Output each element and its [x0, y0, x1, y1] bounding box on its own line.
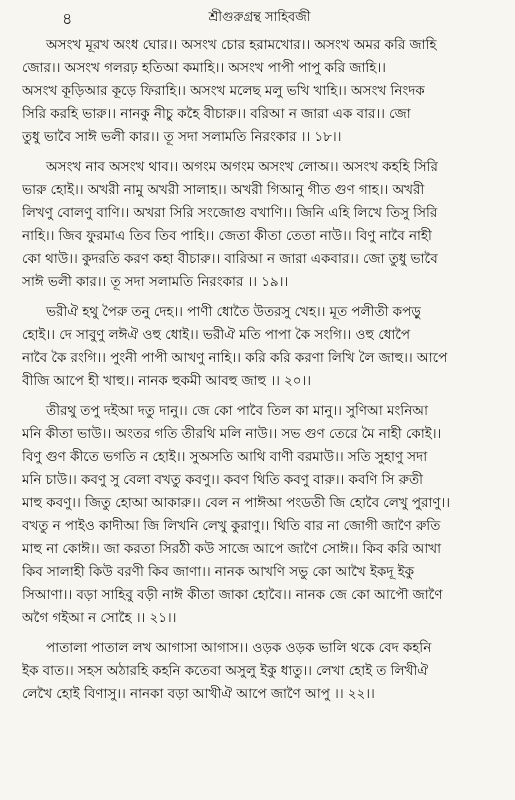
- text-line: সাঈ ভলী কার।। তূ সদা সলামতি নিরংকার ।। ১৯।।: [22, 274, 289, 290]
- text-line: হোই।। দে সাবুণু লঈঐ ওহু ধোই।। ভরীঐ মতি পাপা কৈ সংগি।। ওহু ধোপৈ: [22, 327, 411, 343]
- text-line: সিরি করহি ভারু।। নানকু নীচু কহৈ বীচারু।। বরিআ ন জারা এক বার।। জো: [22, 106, 411, 122]
- text-line: মনি চাউ।। কবণু সু বেলা বখতু কবণু।। কবণ থিতি কবণু বারু।। কবণি সি রুতী: [22, 472, 423, 488]
- text-line: তীরথু তপু দইআ দতু দানু।। জে কো পাবৈ তিল কা মানু।। সুণিআ মংনিআ: [46, 403, 428, 419]
- text-line: অগৈ গইআ ন সোহৈ ।। ২১।।: [22, 610, 177, 626]
- stanza-5: [22, 637, 497, 706]
- body-text: [22, 34, 497, 706]
- text-line: তুধু ভাবৈ সাঈ ভলী কার।। তূ সদা সলামতি নিরংকার ।। ১৮।।: [22, 129, 342, 145]
- text-line: অসংখ কূড়িআর কূড়ে ফিরাহি।। অসংখ মলেছ মলু ভখি খাহি।। অসংখ নিংদক: [22, 83, 425, 99]
- stanza-3: [22, 301, 497, 393]
- text-line: পাতালা পাতাল লখ আগাসা আগাস।। ওড়ক ওড়ক ভালি থকে বেদ কহনি: [46, 640, 432, 656]
- text-line: নাহি।। জিব ফুরমাএ তিব তিব পাহি।। জেতা কীতা তেতা নাউ।। বিণু নাবৈ নাহী: [22, 228, 432, 244]
- stanza-4: [22, 400, 497, 630]
- text-line: বিণু গুণ কীতে ভগতি ন হোই।। সুঅসতি আথি বাণী বরমাউ।। সতি সুহাণু সদা: [22, 449, 428, 465]
- text-line: লেখৈ হোই বিণাসু।। নানকা বড়া আখীঐ আপে জাণৈ আপু ।। ২২।।: [22, 686, 375, 702]
- page-number: ৪: [62, 9, 73, 28]
- text-line: মনি কীতা ভাউ।। অংতর গতি তীরথি মলি নাউ।। সভ গুণ তেরে মৈ নাহী কোই।।: [22, 426, 442, 442]
- text-line: মাহু না কোঈ।। জা করতা সিরঠী কউ সাজে আপে জাণৈ সোঈ।। কিব করি আখা: [22, 541, 442, 557]
- text-line: বখতু ন পাইও কাদীআ জি লিখনি লেখু কুরাণু।। থিতি বার না জোগী জাণৈ রুতি: [22, 518, 441, 534]
- text-line: অসংখ নাব অসংখ থাব।। অগংম অগংম অসংখ লোঅ।। অসংখ কহহি সিরি: [46, 159, 438, 175]
- text-line: কিব সালাহী কিউ বরণী কিব জাণা।। নানক আখণি সভু কো আখৈ ইকদূ ইকু: [22, 564, 414, 580]
- running-title: শ্রীগুরুগ্রন্থ সাহিবজী: [208, 10, 311, 25]
- text-line: কো থাউ।। কুদরতি করণ কহা বীচারু।। বারিআ ন জারা একবার।। জো তুধু ভাবৈ: [22, 251, 438, 267]
- text-line: জোর।। অসংখ গলরঢ় হতিআ কমাহি।। অসংখ পাপী পাপু করি জাহি।।: [22, 60, 386, 76]
- text-line: ভরীঐ হথু পৈরু তনু দেহ।। পাণী ধোতৈ উতরসু খেহ।। মূত পলীতী কপড়ু: [46, 304, 421, 320]
- stanza-2: [22, 156, 497, 294]
- text-line: বীজি আপে হী খাহু।। নানক হুকমী আবহু জাহু ।। ২০।।: [22, 373, 312, 389]
- stanza-1: [22, 34, 497, 149]
- text-line: ইক বাত।। সহস অঠারহি কহনি কতেবা অসুলু ইকু ধাতু।। লেখা হোই ত লিখীঐ: [22, 663, 429, 679]
- text-line: মাহু কবণু।। জিতু হোআ আকারু।। বেল ন পাঈআ পংডতী জি হোবৈ লেখু পুরাণু।।: [22, 495, 450, 511]
- text-line: অসংখ মূরখ অংধ ঘোর।। অসংখ চোর হরামখোর।। অসংখ অমর করি জাহি: [46, 37, 437, 53]
- text-line: নাবৈ কৈ রংগি।। পুংনী পাপী আখণু নাহি।। করি করি করণা লিখি লৈ জাহু।। আপে: [22, 350, 448, 366]
- text-line: সিআণা।। বড়া সাহিবু বড়ী নাঈ কীতা জাকা হোবৈ।। নানক জে কো আপৌ জাণৈ: [22, 587, 443, 603]
- text-line: লিখণু বোলণু বাণি।। অখরা সিরি সংজোগু বখাণি।। জিনি এহি লিখে তিসু সিরি: [22, 205, 438, 221]
- page-header: [22, 4, 497, 34]
- text-line: ভারু হোই।। অখরী নামু অখরী সালাহ।। অখরী গিআনু গীত গুণ গাহ।। অখরী: [22, 182, 425, 198]
